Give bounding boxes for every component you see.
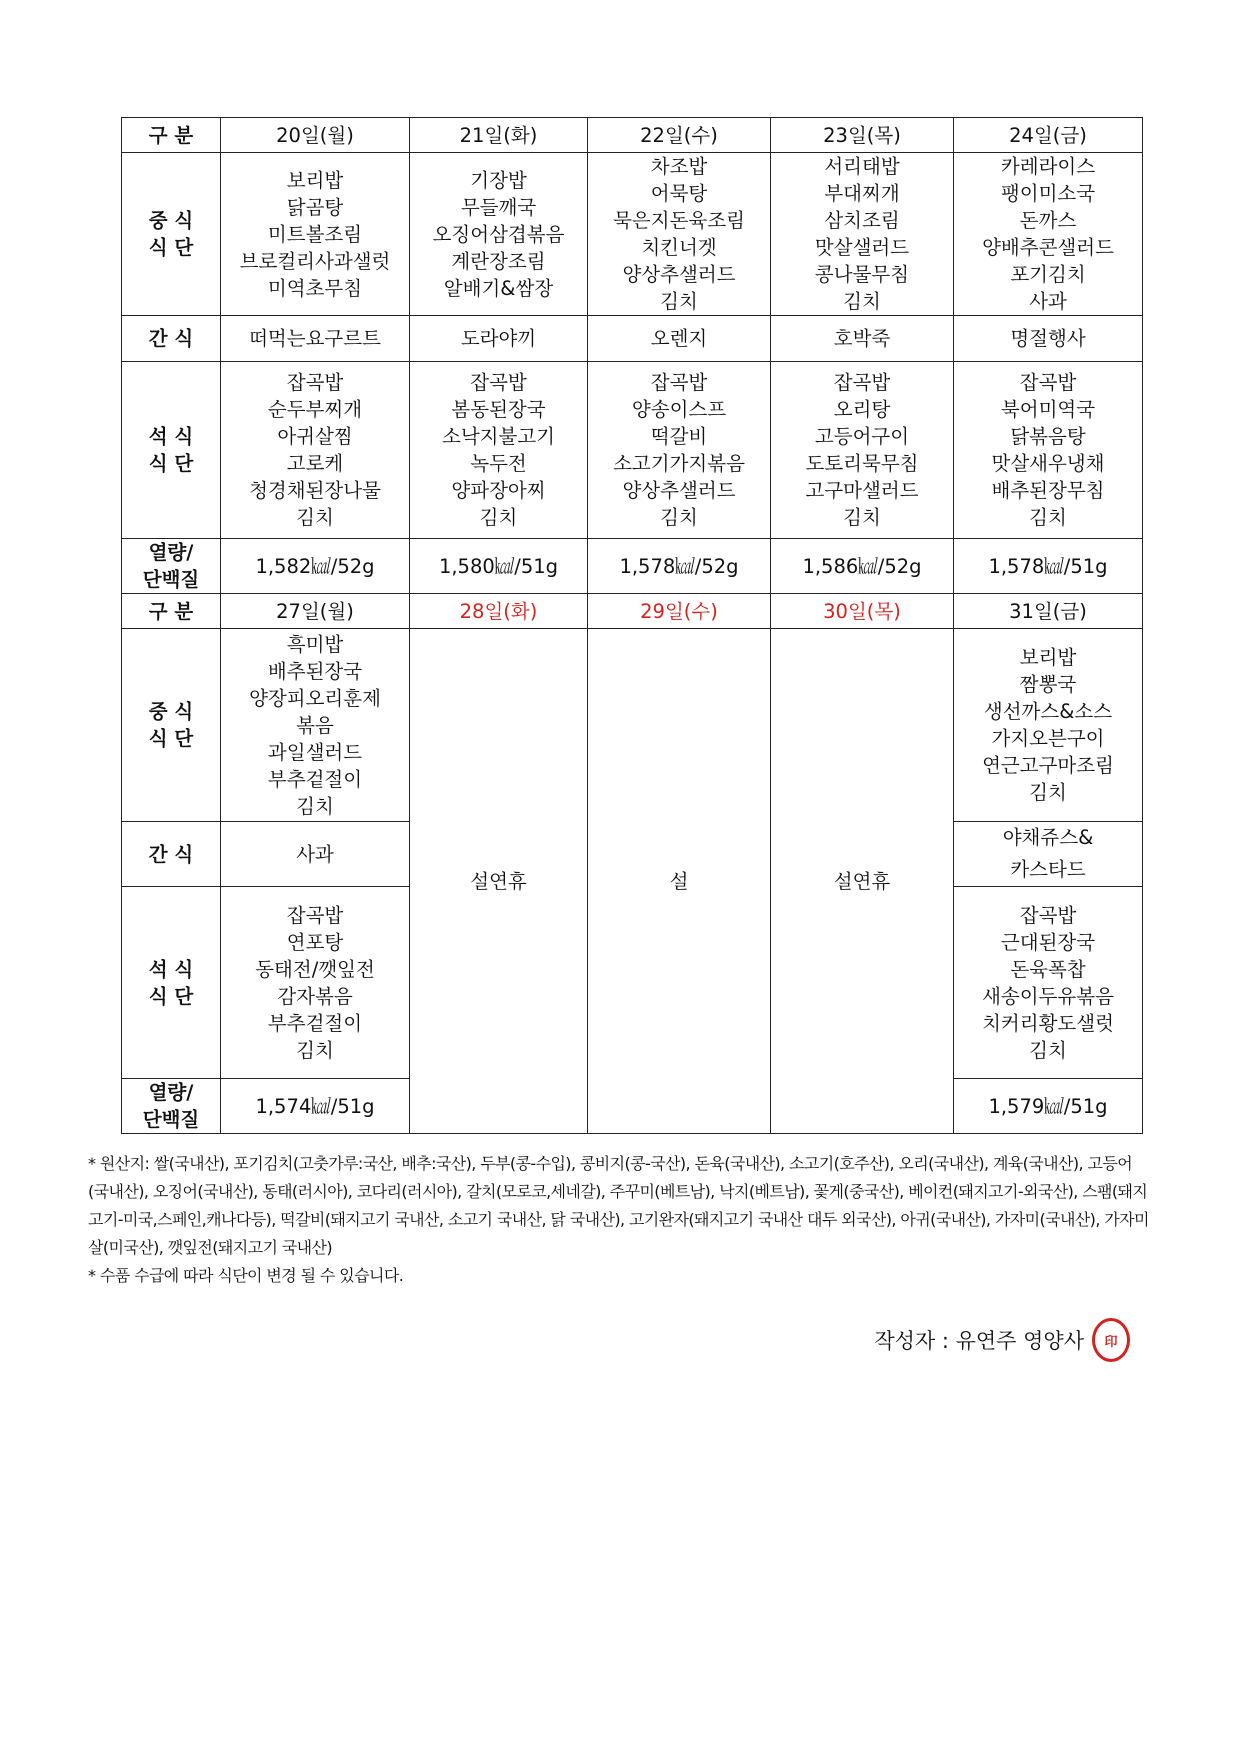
origin-note: * 원산지: 쌀(국내산), 포기김치(고춧가루:국산, 배추:국산), 두부(콩-수입), 콩비지(콩-국산), 돈육(국내산), 소고기(호주산), 오리(국내산), 계육(국내산), 고등어(국내산), 오징어(국내산), 동태(러시아), 코다리(러시아), 갈치(모로코,세네갈), 주꾸미(베트남), 낙지(베트남), 꽃게(중국산), 베이컨(돼지고기-외국산), 스팸(돼지고기-미국,스페인,캐나다등), 떡갈비(돼지고기 국내산, 소고기 국내산, 닭 국내산), 고기완자(돼지고기 국내산 대두 외국산), 아귀(국내산), 가자미(국내산), 가자미살(미국산), 깻잎전(돼지고기 국내산) (88, 1154, 1149, 1257)
day-header-holiday: 30일(목) (771, 594, 954, 629)
notes-section (88, 1150, 1150, 1290)
dinner-label: 석 식 식 단 (122, 362, 221, 539)
menu-item: 카레라이스 (1000, 155, 1096, 178)
week1-lunch-row (122, 153, 1143, 316)
lunch-menu-cell (221, 153, 410, 316)
dinner-menu-cell (771, 362, 954, 539)
menu-item: 감자볶음 (277, 984, 353, 1008)
menu-item: 부추겉절이 (267, 767, 363, 791)
week1-snack-row (122, 316, 1143, 362)
menu-item: 오징어삼겹볶음 (432, 222, 565, 246)
menu-item: 돈까스 (1019, 209, 1077, 232)
meal-plan-table (121, 117, 1143, 1134)
menu-item: 서리태밥 (824, 155, 900, 178)
nutrition-cell: 1,574㎉/51g (221, 1079, 410, 1134)
menu-item: 청경채된장나물 (249, 479, 381, 502)
menu-item: 양송이스프 (631, 398, 727, 421)
menu-item: 순두부찌개 (267, 398, 363, 421)
day-header-holiday: 29일(수) (588, 594, 771, 629)
menu-item: 도토리묵무침 (805, 452, 919, 475)
nutrition-cell: 1,586㎉/52g (771, 539, 954, 594)
snack-label: 간 식 (122, 822, 221, 887)
day-header: 22일(수) (588, 118, 771, 153)
holiday-cell: 설 (588, 629, 771, 1134)
menu-item: 삼치조림 (824, 209, 900, 232)
menu-item: 고등어구이 (814, 425, 910, 448)
menu-item: 김치 (843, 506, 881, 529)
dinner-menu-cell (221, 362, 410, 539)
menu-item: 녹두전 (470, 452, 527, 475)
week2-lunch-row (122, 629, 1143, 822)
menu-item: 김치 (479, 506, 518, 529)
menu-item: 김치 (296, 506, 334, 529)
snack-cell: 떠먹는요구르트 (221, 316, 410, 362)
menu-item: 잡곡밥 (286, 371, 344, 394)
menu-item: 오리탕 (833, 398, 891, 421)
nutrition-label: 열량/ 단백질 (122, 539, 221, 594)
menu-item: 부대찌개 (824, 182, 900, 205)
nutrition-cell: 1,580㎉/51g (410, 539, 588, 594)
menu-item: 브로컬리사과샐럿 (239, 249, 391, 273)
day-header: 21일(화) (410, 118, 588, 153)
menu-item: 양장피오리훈제 (249, 686, 381, 710)
gubun-label: 구 분 (122, 594, 221, 629)
menu-item: 흑미밥 (286, 632, 344, 656)
menu-item: 미역초무침 (267, 276, 363, 300)
day-header: 20일(월) (221, 118, 410, 153)
menu-item: 잡곡밥 (470, 371, 527, 394)
nutrition-cell: 1,578㎉/51g (954, 539, 1143, 594)
menu-item: 치커리황도샐럿 (982, 1011, 1114, 1035)
day-header-holiday: 28일(화) (410, 594, 588, 629)
menu-item: 김치 (296, 1038, 334, 1062)
menu-item: 동태전/깻잎전 (255, 957, 375, 981)
menu-item: 보리밥 (1019, 646, 1077, 669)
menu-item: 김치 (1029, 506, 1067, 529)
menu-item: 짬뽕국 (1019, 673, 1077, 696)
day-header: 27일(월) (221, 594, 410, 629)
menu-item: 양파장아찌 (451, 479, 546, 502)
menu-item: 미트볼조림 (267, 222, 363, 246)
snack-label: 간 식 (122, 316, 221, 362)
menu-item: 묵은지돈육조림 (613, 209, 745, 232)
dinner-menu-cell (410, 362, 588, 539)
menu-item: 맛살새우냉채 (991, 452, 1105, 475)
author-text: 작성자 : 유연주 영양사 (874, 1329, 1084, 1353)
menu-item: 양배추콘샐러드 (982, 236, 1114, 259)
holiday-cell: 설연휴 (410, 629, 588, 1134)
menu-item: 치킨너겟 (641, 236, 717, 259)
snack-cell: 도라야끼 (410, 316, 588, 362)
nutrition-cell: 1,582㎉/52g (221, 539, 410, 594)
dinner-label: 석 식 식 단 (122, 887, 221, 1079)
menu-item: 연포탕 (286, 930, 344, 954)
menu-item: 김치 (1029, 781, 1067, 804)
menu-item: 고로케 (286, 452, 344, 475)
snack-cell: 명절행사 (954, 316, 1143, 362)
menu-item: 아귀살찜 (277, 425, 353, 448)
menu-item: 잡곡밥 (833, 371, 891, 394)
menu-item: 부추겉절이 (267, 1011, 363, 1035)
menu-item: 양상추샐러드 (622, 479, 736, 502)
dinner-menu-cell (588, 362, 771, 539)
menu-item: 김치 (660, 290, 698, 313)
menu-item: 근대된장국 (1000, 930, 1096, 954)
menu-item: 소낙지불고기 (441, 425, 556, 448)
day-header: 23일(목) (771, 118, 954, 153)
nutrition-cell: 1,578㎉/52g (588, 539, 771, 594)
nutrition-label: 열량/ 단백질 (122, 1079, 221, 1134)
menu-item: 사과 (1029, 290, 1067, 313)
menu-item: 잡곡밥 (1019, 903, 1077, 927)
menu-item: 배추된장국 (267, 659, 363, 683)
nutrition-cell: 1,579㎉/51g (954, 1079, 1143, 1134)
menu-item: 알배기&쌈장 (443, 276, 554, 300)
day-header: 24일(금) (954, 118, 1143, 153)
author-signature (874, 1318, 1130, 1362)
day-header: 31일(금) (954, 594, 1143, 629)
menu-item: 야채쥬스& (1002, 826, 1094, 849)
seal-stamp-icon: 印 (1092, 1318, 1130, 1362)
lunch-menu-cell (771, 153, 954, 316)
menu-item: 닭볶음탕 (1010, 425, 1086, 448)
snack-cell: 사과 (221, 822, 410, 887)
menu-item: 생선까스&소스 (983, 700, 1113, 723)
menu-item: 포기김치 (1010, 263, 1086, 286)
week1-header-row (122, 118, 1143, 153)
menu-item: 카스타드 (1010, 858, 1086, 881)
menu-item: 돈육폭찹 (1010, 957, 1086, 981)
menu-item: 고구마샐러드 (805, 479, 919, 502)
holiday-cell: 설연휴 (771, 629, 954, 1134)
menu-item: 팽이미소국 (1000, 182, 1096, 205)
lunch-menu-cell (954, 629, 1143, 822)
menu-item: 과일샐러드 (267, 740, 363, 764)
menu-item: 어묵탕 (650, 182, 708, 205)
lunch-menu-cell (588, 153, 771, 316)
menu-item: 볶음 (296, 713, 334, 737)
menu-item: 김치 (1029, 1038, 1067, 1062)
menu-item: 김치 (296, 794, 334, 818)
menu-item: 떡갈비 (650, 425, 708, 448)
menu-change-note: * 수품 수급에 따라 식단이 변경 될 수 있습니다. (88, 1266, 404, 1285)
lunch-menu-cell (954, 153, 1143, 316)
menu-item: 맛살샐러드 (814, 236, 910, 259)
lunch-menu-cell (221, 629, 410, 822)
gubun-label: 구 분 (122, 118, 221, 153)
menu-item: 김치 (660, 506, 698, 529)
week2-header-row (122, 594, 1143, 629)
menu-item: 차조밥 (650, 155, 708, 178)
week1-dinner-row (122, 362, 1143, 539)
lunch-label: 중 식 식 단 (122, 153, 221, 316)
snack-cell (954, 822, 1143, 887)
menu-item: 배추된장무침 (991, 479, 1105, 502)
menu-item: 계란장조림 (451, 249, 546, 273)
menu-item: 무들깨국 (460, 195, 537, 219)
menu-item: 보리밥 (286, 168, 344, 192)
menu-item: 연근고구마조림 (982, 754, 1114, 777)
menu-item: 김치 (843, 290, 881, 313)
menu-item: 콩나물무침 (814, 263, 910, 286)
menu-item: 봄동된장국 (451, 398, 546, 421)
menu-item: 기장밥 (470, 168, 527, 192)
snack-cell: 오렌지 (588, 316, 771, 362)
snack-cell: 호박죽 (771, 316, 954, 362)
menu-item: 잡곡밥 (650, 371, 708, 394)
week1-nutrition-row (122, 539, 1143, 594)
lunch-menu-cell (410, 153, 588, 316)
menu-item: 새송이두유볶음 (982, 984, 1114, 1008)
menu-item: 소고기가지볶음 (613, 452, 745, 475)
menu-item: 가지오븐구이 (991, 727, 1105, 750)
menu-item: 양상추샐러드 (622, 263, 736, 286)
dinner-menu-cell (954, 887, 1143, 1079)
dinner-menu-cell (954, 362, 1143, 539)
menu-item: 북어미역국 (1000, 398, 1096, 421)
lunch-label: 중 식 식 단 (122, 629, 221, 822)
menu-item: 닭곰탕 (286, 195, 344, 219)
dinner-menu-cell (221, 887, 410, 1079)
menu-item: 잡곡밥 (1019, 371, 1077, 394)
menu-item: 잡곡밥 (286, 903, 344, 927)
